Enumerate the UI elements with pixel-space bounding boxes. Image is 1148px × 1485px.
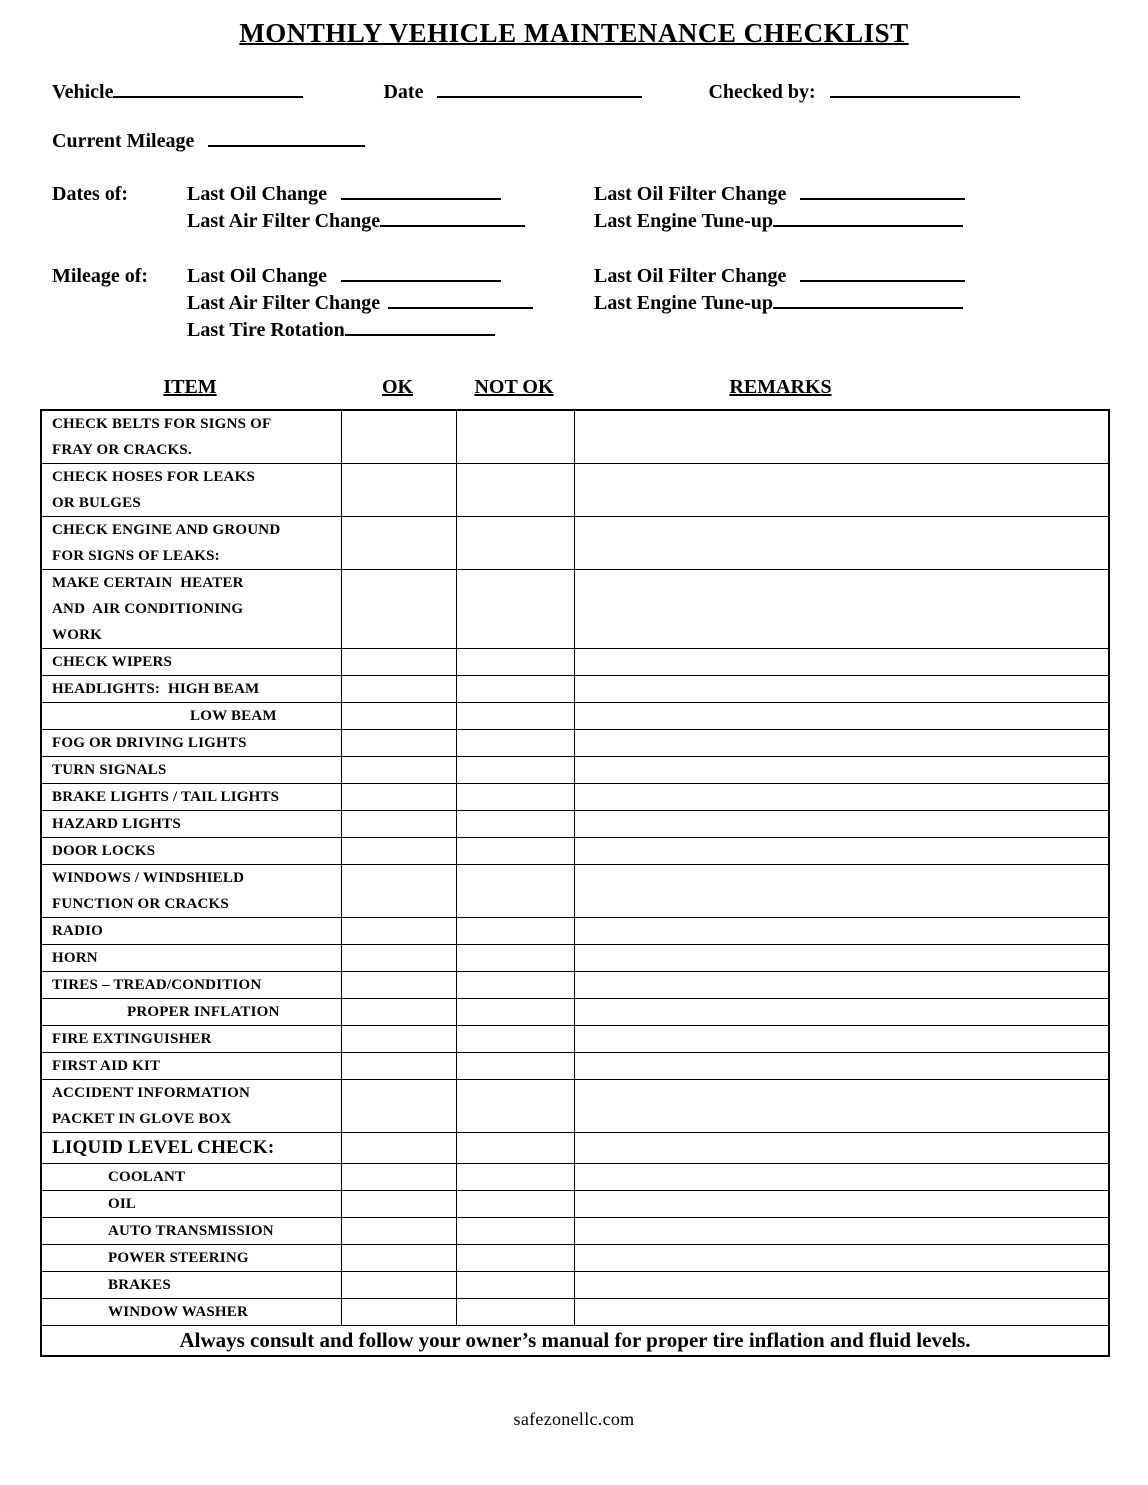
item-text: FOR SIGNS OF LEAKS: xyxy=(52,548,220,564)
footer-note: Always consult and follow your owner’s manual for proper tire inflation and fluid levels. xyxy=(41,1326,1109,1357)
not-ok-cell[interactable] xyxy=(456,1133,574,1164)
ok-cell[interactable] xyxy=(341,676,456,703)
checklist-row xyxy=(41,1133,1109,1164)
current-mileage-row xyxy=(52,130,1108,153)
ok-cell[interactable] xyxy=(341,757,456,784)
checklist-row xyxy=(41,1191,1109,1218)
not-ok-cell[interactable] xyxy=(456,945,574,972)
item-text: WINDOW WASHER xyxy=(108,1304,248,1320)
mileage-of-row-2 xyxy=(52,290,1108,317)
top-fields-row xyxy=(52,81,1108,104)
ok-cell[interactable] xyxy=(341,838,456,865)
ok-cell[interactable] xyxy=(341,517,456,570)
not-ok-cell[interactable] xyxy=(456,918,574,945)
item-cell xyxy=(41,918,341,945)
checklist-row xyxy=(41,999,1109,1026)
item-cell xyxy=(41,972,341,999)
item-text: FIRST AID KIT xyxy=(52,1058,161,1074)
dates-last-engine-tuneup-line[interactable] xyxy=(773,211,963,227)
item-cell xyxy=(41,1299,341,1326)
dates-of-row-2 xyxy=(52,208,1108,235)
remarks-cell[interactable] xyxy=(574,811,1109,838)
ok-cell[interactable] xyxy=(341,918,456,945)
checklist-row xyxy=(41,464,1109,517)
mileage-last-oil-change-label: Last Oil Change xyxy=(187,265,328,287)
item-cell xyxy=(41,945,341,972)
item-cell xyxy=(41,1164,341,1191)
checklist-table-body xyxy=(41,410,1109,1326)
checked-by-label: Checked by: xyxy=(708,81,816,103)
not-ok-cell[interactable] xyxy=(456,865,574,918)
vehicle-label: Vehicle xyxy=(52,81,114,103)
mileage-of-row-1 xyxy=(52,263,1108,290)
mileage-last-air-filter-label: Last Air Filter Change xyxy=(187,292,381,314)
not-ok-cell[interactable] xyxy=(456,1299,574,1326)
checklist-row xyxy=(41,784,1109,811)
item-text: OIL xyxy=(108,1196,137,1212)
not-ok-cell[interactable] xyxy=(456,838,574,865)
item-text: LIQUID LEVEL CHECK: xyxy=(52,1137,275,1158)
checklist-column-headers xyxy=(40,376,1108,399)
item-cell xyxy=(41,1080,341,1133)
item-text: BRAKE LIGHTS / TAIL LIGHTS xyxy=(52,789,280,805)
item-text: AND AIR CONDITIONING xyxy=(52,601,244,617)
item-cell xyxy=(41,1218,341,1245)
not-ok-cell[interactable] xyxy=(456,410,574,464)
checklist-row xyxy=(41,1245,1109,1272)
dates-last-engine-tuneup-label: Last Engine Tune-up xyxy=(594,210,773,232)
checklist-row xyxy=(41,570,1109,649)
checklist-row xyxy=(41,1272,1109,1299)
item-cell xyxy=(41,1053,341,1080)
mileage-of-label: Mileage of: xyxy=(52,265,149,287)
website-text: safezonellc.com xyxy=(513,1409,635,1429)
item-text: TIRES – TREAD/CONDITION xyxy=(52,977,262,993)
remarks-cell[interactable] xyxy=(574,1053,1109,1080)
remarks-cell[interactable] xyxy=(574,464,1109,517)
checklist-row xyxy=(41,865,1109,918)
item-text: HEADLIGHTS: HIGH BEAM xyxy=(52,681,260,697)
ok-cell[interactable] xyxy=(341,649,456,676)
ok-cell[interactable] xyxy=(341,1026,456,1053)
not-ok-cell[interactable] xyxy=(456,464,574,517)
remarks-cell[interactable] xyxy=(574,972,1109,999)
item-text: TURN SIGNALS xyxy=(52,762,167,778)
checklist-row xyxy=(41,649,1109,676)
item-cell xyxy=(41,1133,341,1164)
checklist-row xyxy=(41,1299,1109,1326)
item-cell xyxy=(41,464,341,517)
vehicle-input-line[interactable] xyxy=(113,82,303,98)
not-ok-cell[interactable] xyxy=(456,999,574,1026)
mileage-last-engine-tuneup-line[interactable] xyxy=(773,293,963,309)
checklist-row xyxy=(41,811,1109,838)
item-text: COOLANT xyxy=(108,1169,186,1185)
remarks-cell[interactable] xyxy=(574,1026,1109,1053)
item-text: CHECK HOSES FOR LEAKS xyxy=(52,469,255,485)
not-ok-cell[interactable] xyxy=(456,1164,574,1191)
item-text: ACCIDENT INFORMATION xyxy=(52,1085,251,1101)
not-ok-cell[interactable] xyxy=(456,972,574,999)
checklist-table xyxy=(40,409,1110,1357)
item-text: FOG OR DRIVING LIGHTS xyxy=(52,735,247,751)
checklist-row xyxy=(41,1080,1109,1133)
item-text: PACKET IN GLOVE BOX xyxy=(52,1111,232,1127)
item-cell xyxy=(41,649,341,676)
item-text: CHECK BELTS FOR SIGNS OF xyxy=(52,416,272,432)
checklist-row xyxy=(41,918,1109,945)
remarks-cell[interactable] xyxy=(574,784,1109,811)
remarks-cell[interactable] xyxy=(574,517,1109,570)
item-cell xyxy=(41,1191,341,1218)
ok-cell[interactable] xyxy=(341,1245,456,1272)
item-text: WORK xyxy=(52,627,102,643)
not-ok-cell[interactable] xyxy=(456,649,574,676)
not-ok-cell[interactable] xyxy=(456,703,574,730)
item-text: POWER STEERING xyxy=(108,1250,249,1266)
item-text: HORN xyxy=(52,950,98,966)
item-cell xyxy=(41,999,341,1026)
ok-cell[interactable] xyxy=(341,1133,456,1164)
current-mileage-label: Current Mileage xyxy=(52,130,195,152)
item-cell xyxy=(41,517,341,570)
remarks-cell[interactable] xyxy=(574,918,1109,945)
not-ok-cell[interactable] xyxy=(456,1245,574,1272)
item-cell xyxy=(41,570,341,649)
ok-cell[interactable] xyxy=(341,410,456,464)
dates-of-section xyxy=(40,181,1108,235)
ok-cell[interactable] xyxy=(341,1299,456,1326)
ok-cell[interactable] xyxy=(341,464,456,517)
mileage-of-row-3 xyxy=(52,317,1108,344)
mileage-last-oil-filter-line[interactable] xyxy=(800,266,965,282)
dates-last-oil-change-label: Last Oil Change xyxy=(187,183,328,205)
item-text: FUNCTION OR CRACKS xyxy=(52,896,229,912)
item-text: FRAY OR CRACKS. xyxy=(52,442,192,458)
not-ok-cell[interactable] xyxy=(456,784,574,811)
item-cell xyxy=(41,784,341,811)
ok-cell[interactable] xyxy=(341,1053,456,1080)
item-text: BRAKES xyxy=(108,1277,171,1293)
dates-last-oil-filter-label: Last Oil Filter Change xyxy=(594,183,787,205)
dates-of-row-1 xyxy=(52,181,1108,208)
header-ok: OK xyxy=(381,376,414,398)
checklist-row xyxy=(41,410,1109,464)
remarks-cell[interactable] xyxy=(574,838,1109,865)
remarks-cell[interactable] xyxy=(574,1133,1109,1164)
item-text: WINDOWS / WINDSHIELD xyxy=(52,870,245,886)
ok-cell[interactable] xyxy=(341,972,456,999)
current-mileage-input-line[interactable] xyxy=(208,131,365,147)
item-text: RADIO xyxy=(52,923,104,939)
ok-cell[interactable] xyxy=(341,570,456,649)
checklist-row xyxy=(41,1164,1109,1191)
mileage-last-tire-rotation-label: Last Tire Rotation xyxy=(187,319,345,341)
not-ok-cell[interactable] xyxy=(456,1218,574,1245)
ok-cell[interactable] xyxy=(341,865,456,918)
not-ok-cell[interactable] xyxy=(456,1272,574,1299)
ok-cell[interactable] xyxy=(341,811,456,838)
item-cell xyxy=(41,865,341,918)
checklist-row xyxy=(41,757,1109,784)
item-text: MAKE CERTAIN HEATER xyxy=(52,575,244,591)
item-text: LOW BEAM xyxy=(190,708,277,724)
item-text: DOOR LOCKS xyxy=(52,843,156,859)
remarks-cell[interactable] xyxy=(574,703,1109,730)
remarks-cell[interactable] xyxy=(574,1080,1109,1133)
ok-cell[interactable] xyxy=(341,730,456,757)
remarks-cell[interactable] xyxy=(574,570,1109,649)
item-text: AUTO TRANSMISSION xyxy=(108,1223,274,1239)
date-input-line[interactable] xyxy=(437,82,642,98)
mileage-of-section xyxy=(40,263,1108,344)
item-text: FIRE EXTINGUISHER xyxy=(52,1031,212,1047)
item-text: CHECK ENGINE AND GROUND xyxy=(52,522,281,538)
remarks-cell[interactable] xyxy=(574,1218,1109,1245)
item-cell xyxy=(41,811,341,838)
checklist-row xyxy=(41,676,1109,703)
item-text: HAZARD LIGHTS xyxy=(52,816,181,832)
checklist-row xyxy=(41,838,1109,865)
item-cell xyxy=(41,676,341,703)
remarks-cell[interactable] xyxy=(574,730,1109,757)
checklist-row xyxy=(41,1026,1109,1053)
dates-last-oil-change-line[interactable] xyxy=(341,184,501,200)
checklist-row xyxy=(41,730,1109,757)
item-text: OR BULGES xyxy=(52,495,141,511)
item-cell xyxy=(41,1272,341,1299)
checklist-row xyxy=(41,945,1109,972)
ok-cell[interactable] xyxy=(341,999,456,1026)
item-text: CHECK WIPERS xyxy=(52,654,173,670)
footer-note-row xyxy=(41,1326,1109,1357)
header-item: ITEM xyxy=(163,376,217,398)
not-ok-cell[interactable] xyxy=(456,1080,574,1133)
checklist-row xyxy=(41,703,1109,730)
item-cell xyxy=(41,730,341,757)
not-ok-cell[interactable] xyxy=(456,676,574,703)
item-cell xyxy=(41,1026,341,1053)
checklist-row xyxy=(41,517,1109,570)
remarks-cell[interactable] xyxy=(574,1272,1109,1299)
checklist-row xyxy=(41,1053,1109,1080)
mileage-last-engine-tuneup-label: Last Engine Tune-up xyxy=(594,292,773,314)
not-ok-cell[interactable] xyxy=(456,1191,574,1218)
ok-cell[interactable] xyxy=(341,1218,456,1245)
remarks-cell[interactable] xyxy=(574,1164,1109,1191)
page-title: MONTHLY VEHICLE MAINTENANCE CHECKLIST xyxy=(239,18,909,48)
not-ok-cell[interactable] xyxy=(456,1053,574,1080)
not-ok-cell[interactable] xyxy=(456,1026,574,1053)
mileage-last-oil-filter-label: Last Oil Filter Change xyxy=(594,265,787,287)
header-not-ok: NOT OK xyxy=(474,376,554,398)
not-ok-cell[interactable] xyxy=(456,757,574,784)
mileage-last-air-filter-line[interactable] xyxy=(388,293,533,309)
date-label: Date xyxy=(383,81,424,103)
item-cell xyxy=(41,410,341,464)
remarks-cell[interactable] xyxy=(574,410,1109,464)
remarks-cell[interactable] xyxy=(574,649,1109,676)
remarks-cell[interactable] xyxy=(574,757,1109,784)
item-cell xyxy=(41,703,341,730)
remarks-cell[interactable] xyxy=(574,865,1109,918)
checklist-row xyxy=(41,972,1109,999)
ok-cell[interactable] xyxy=(341,1272,456,1299)
ok-cell[interactable] xyxy=(341,1191,456,1218)
remarks-cell[interactable] xyxy=(574,999,1109,1026)
ok-cell[interactable] xyxy=(341,1080,456,1133)
dates-of-label: Dates of: xyxy=(52,183,129,205)
remarks-cell[interactable] xyxy=(574,1299,1109,1326)
remarks-cell[interactable] xyxy=(574,1191,1109,1218)
item-text: PROPER INFLATION xyxy=(127,1004,280,1020)
dates-last-air-filter-line[interactable] xyxy=(380,211,525,227)
not-ok-cell[interactable] xyxy=(456,811,574,838)
ok-cell[interactable] xyxy=(341,1164,456,1191)
ok-cell[interactable] xyxy=(341,703,456,730)
remarks-cell[interactable] xyxy=(574,676,1109,703)
item-cell xyxy=(41,1245,341,1272)
dates-last-oil-filter-line[interactable] xyxy=(800,184,965,200)
item-cell xyxy=(41,838,341,865)
checked-by-input-line[interactable] xyxy=(830,82,1020,98)
not-ok-cell[interactable] xyxy=(456,730,574,757)
mileage-last-oil-change-line[interactable] xyxy=(341,266,501,282)
not-ok-cell[interactable] xyxy=(456,517,574,570)
checklist-row xyxy=(41,1218,1109,1245)
ok-cell[interactable] xyxy=(341,945,456,972)
remarks-cell[interactable] xyxy=(574,945,1109,972)
header-remarks: REMARKS xyxy=(729,376,832,398)
not-ok-cell[interactable] xyxy=(456,570,574,649)
item-cell xyxy=(41,757,341,784)
remarks-cell[interactable] xyxy=(574,1245,1109,1272)
ok-cell[interactable] xyxy=(341,784,456,811)
mileage-last-tire-rotation-line[interactable] xyxy=(345,320,495,336)
dates-last-air-filter-label: Last Air Filter Change xyxy=(187,210,381,232)
